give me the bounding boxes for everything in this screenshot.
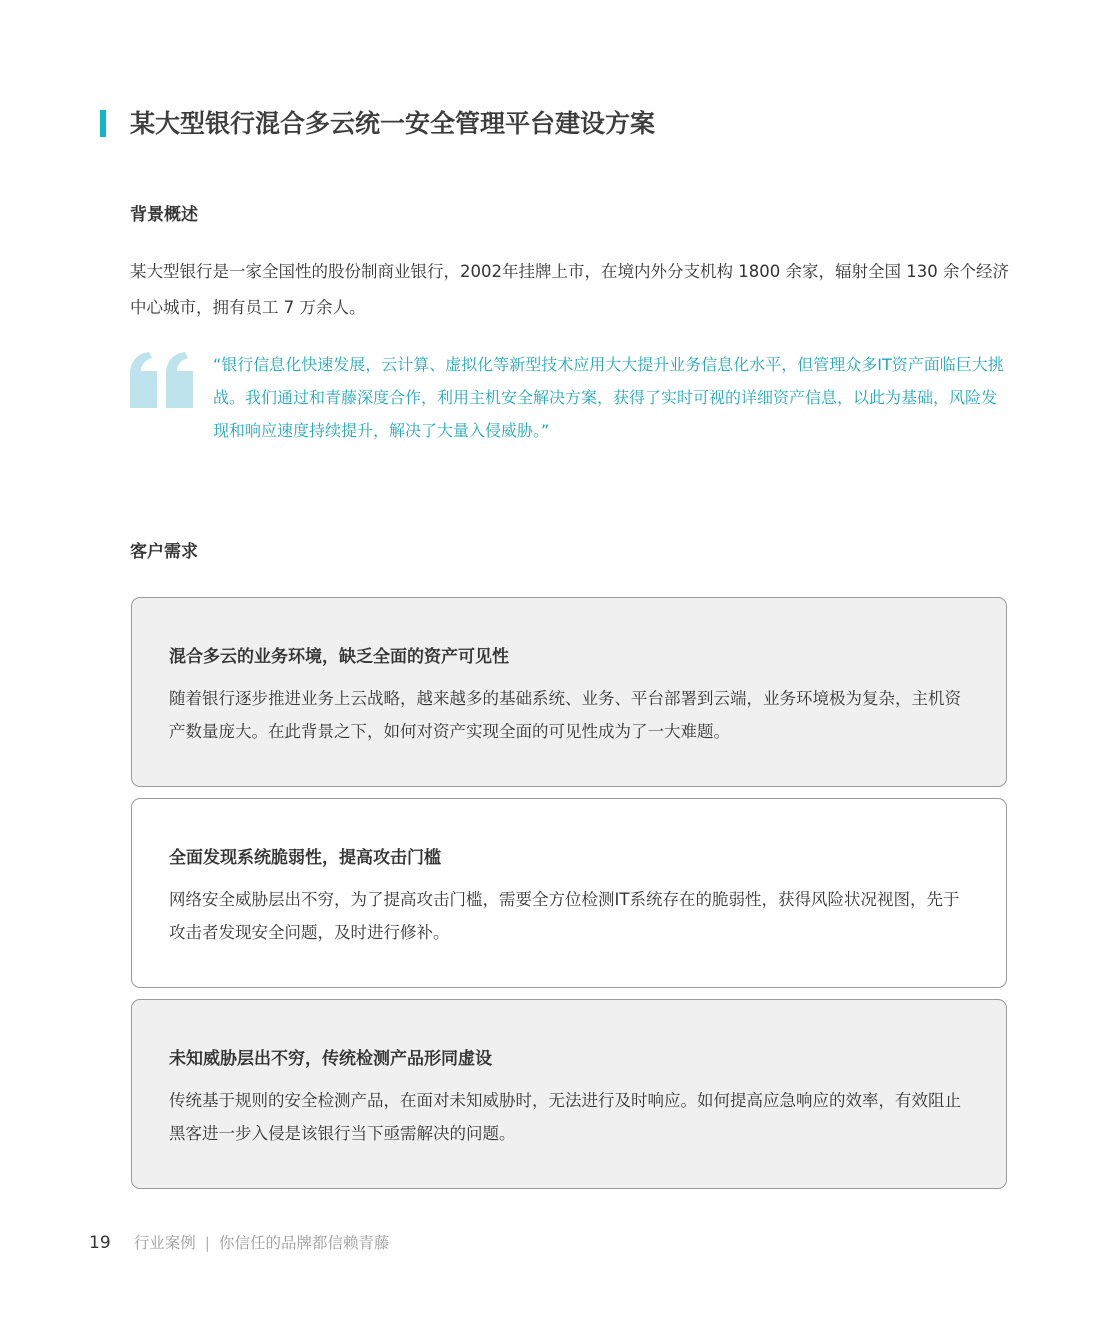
background-text: 某大型银行是一家全国性的股份制商业银行，2002年挂牌上市，在境内外分支机构 1800 余家，辐射全国 130 余个经济中心城市，拥有员工 7 万余人。 [130,262,1009,317]
footer-slogan: 你信任的品牌都信赖青藤 [219,1234,390,1252]
need-card-body: 随着银行逐步推进业务上云战略，越来越多的基础系统、业务、平台部署到云端，业务环境极为复杂，主机资产数量庞大。在此背景之下，如何对资产实现全面的可见性成为了一大难题。 [169,689,961,741]
need-card-title: 未知威胁层出不穷，传统检测产品形同虚设 [169,1049,492,1069]
need-card-body: 传统基于规则的安全检测产品，在面对未知威胁时，无法进行及时响应。如何提高应急响应的效率，有效阻止黑客进一步入侵是该银行当下亟需解决的问题。 [169,1091,961,1143]
quote-icon [130,352,196,408]
customer-quote: “银行信息化快速发展，云计算、虚拟化等新型技术应用大大提升业务信息化水平，但管理众多IT资产面临巨大挑战。我们通过和青藤深度合作，利用主机安全解决方案，获得了实时可视的详细资产信息，以此为基础，风险发现和响应速度持续提升，解决了大量入侵威胁。” [213,355,1004,440]
background-heading: 背景概述 [130,205,198,225]
needs-heading: 客户需求 [130,542,198,562]
need-card-body: 网络安全威胁层出不穷，为了提高攻击门槛，需要全方位检测IT系统存在的脆弱性，获得风险状况视图，先于攻击者发现安全问题，及时进行修补。 [169,890,960,942]
need-card [131,798,1007,988]
need-card [131,597,1007,787]
footer-section: 行业案例 [133,1234,196,1252]
need-card [131,999,1007,1189]
need-card-title: 全面发现系统脆弱性，提高攻击门槛 [169,848,441,868]
page-footer [89,1230,390,1256]
need-card-title: 混合多云的业务环境，缺乏全面的资产可见性 [169,647,509,667]
title-accent-bar [100,110,106,137]
page-number: 19 [89,1233,111,1253]
page-title: 某大型银行混合多云统一安全管理平台建设方案 [130,109,656,138]
footer-divider: | [204,1234,210,1252]
